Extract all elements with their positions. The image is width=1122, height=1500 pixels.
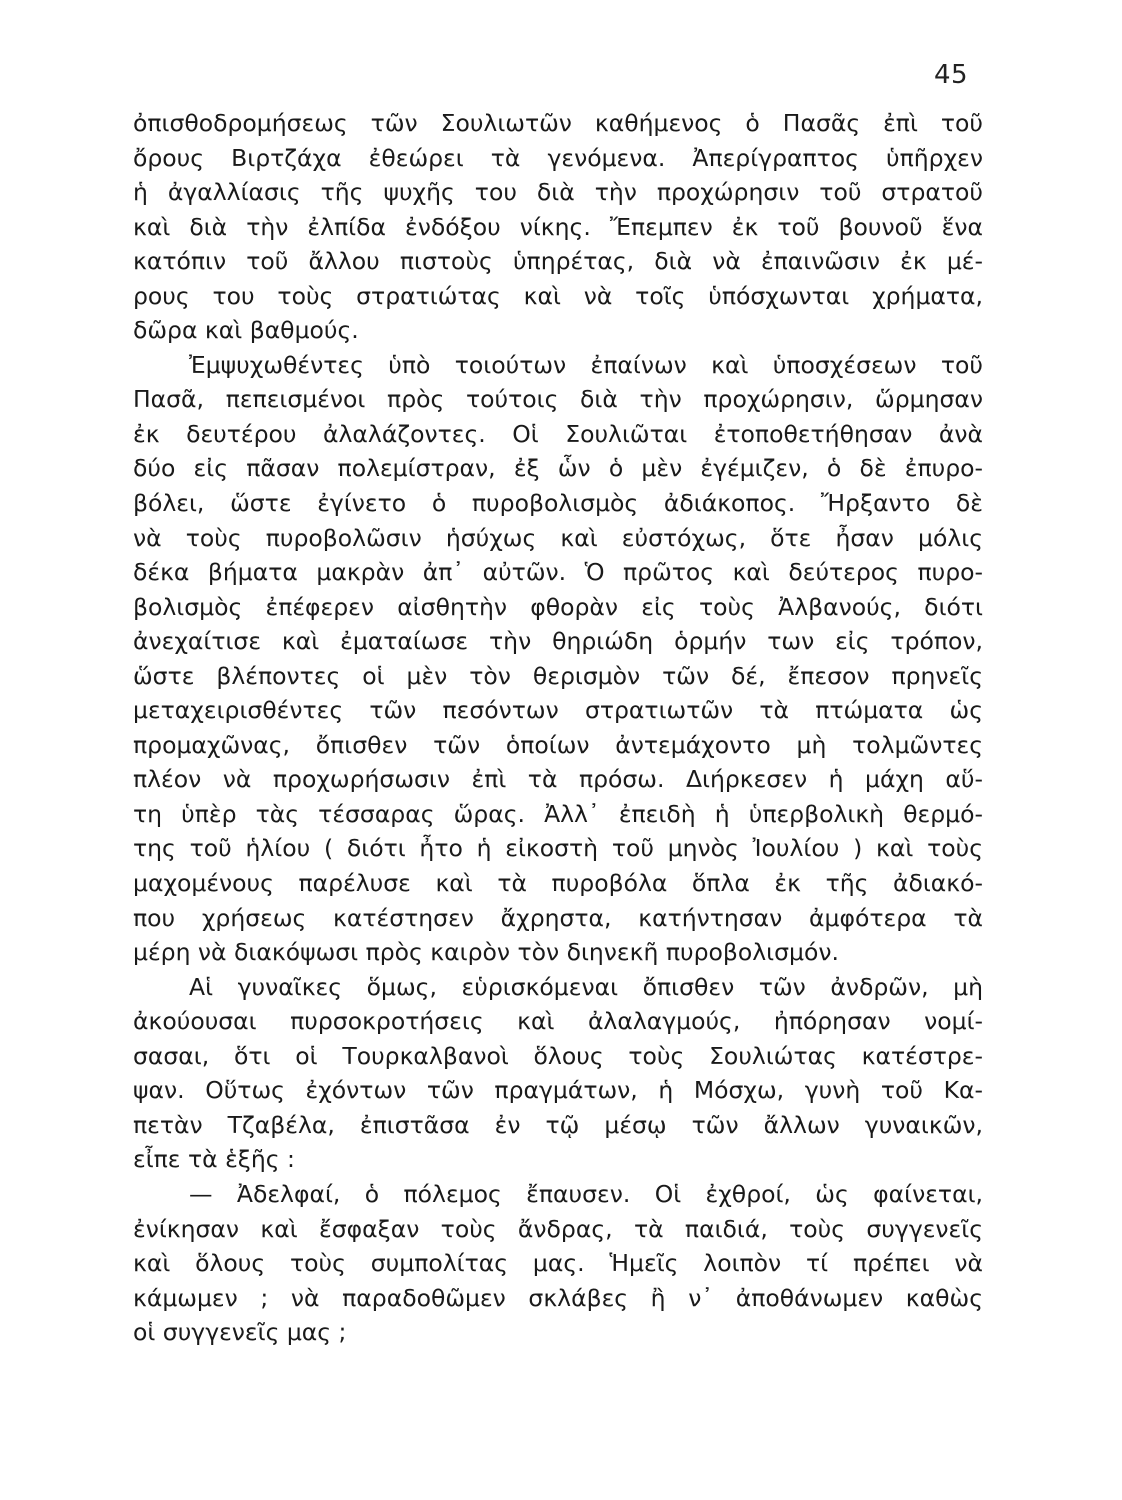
text-line: νὰ τοὺς πυροβολῶσιν ἡσύχως καὶ εὐστόχως, ὅτε ἦσαν μόλις bbox=[133, 523, 983, 552]
text-line: κατόπιν τοῦ ἄλλου πιστοὺς ὑπηρέτας, διὰ νὰ ἐπαινῶσιν ἐκ μέ- bbox=[133, 247, 983, 276]
text-line: ὄρους Βιρτζάχα ἐθεώρει τὰ γενόμενα. Ἀπερίγραπτος ὑπῆρχεν bbox=[133, 143, 983, 172]
page-number: 45 bbox=[934, 60, 969, 90]
text-line: κάμωμεν ; νὰ παραδοθῶμεν σκλάβες ἢ ν᾽ ἀποθάνωμεν καθὼς bbox=[133, 1283, 983, 1312]
text-line: ὀπισθοδρομήσεως τῶν Σουλιωτῶν καθήμενος ὁ Πασᾶς ἐπὶ τοῦ bbox=[133, 109, 983, 137]
text-line: μαχομένους παρέλυσε καὶ τὰ πυροβόλα ὅπλα ἐκ τῆς ἀδιακό- bbox=[133, 869, 983, 898]
text-line: ἡ ἀγαλλίασις τῆς ψυχῆς του διὰ τὴν προχώρησιν τοῦ στρατοῦ bbox=[133, 178, 983, 207]
text-line: μεταχειρισθέντες τῶν πεσόντων στρατιωτῶν τὰ πτώματα ὡς bbox=[133, 696, 983, 725]
text-line: ἀνεχαίτισε καὶ ἐματαίωσε τὴν θηριώδη ὁρμήν των εἰς τρόπον, bbox=[133, 627, 983, 656]
text-line: προμαχῶνας, ὄπισθεν τῶν ὁποίων ἀντεμάχοντο μὴ τολμῶντες bbox=[133, 730, 983, 759]
text-line: σασαι, ὅτι οἱ Τουρκαλβανοὶ ὅλους τοὺς Σουλιώτας κατέστρε- bbox=[133, 1041, 983, 1070]
text-line: εἶπε τὰ ἑξῆς : bbox=[133, 1145, 295, 1174]
text-line: Αἱ γυναῖκες ὅμως, εὑρισκόμεναι ὄπισθεν τῶν ἀνδρῶν, μὴ bbox=[189, 972, 983, 1001]
text-line: της τοῦ ἡλίου ( διότι ἦτο ἡ εἰκοστὴ τοῦ μηνὸς Ἰουλίου ) καὶ τοὺς bbox=[133, 834, 983, 863]
text-line: ἐκ δευτέρου ἀλαλάζοντες. Οἱ Σουλιῶται ἐτοποθετήθησαν ἀνὰ bbox=[133, 419, 983, 448]
text-line: ρους του τοὺς στρατιώτας καὶ νὰ τοῖς ὑπόσχωνται χρήματα, bbox=[133, 281, 983, 310]
text-line: ἐνίκησαν καὶ ἔσφαξαν τοὺς ἄνδρας, τὰ παιδιά, τοὺς συγγενεῖς bbox=[133, 1214, 983, 1243]
body-text bbox=[133, 106, 983, 1350]
text-line: δύο εἰς πᾶσαν πολεμίστραν, ἐξ ὧν ὁ μὲν ἐγέμιζεν, ὁ δὲ ἐπυρο- bbox=[133, 454, 983, 483]
text-line: καὶ διὰ τὴν ἐλπίδα ἐνδόξου νίκης. Ἔπεμπεν ἐκ τοῦ βουνοῦ ἕνα bbox=[133, 212, 983, 241]
text-line: ὥστε βλέποντες οἱ μὲν τὸν θερισμὸν τῶν δέ, ἔπεσον πρηνεῖς bbox=[133, 661, 983, 690]
text-line: Ἐμψυχωθέντες ὑπὸ τοιούτων ἐπαίνων καὶ ὑποσχέσεων τοῦ bbox=[189, 350, 983, 379]
text-line: τη ὑπὲρ τὰς τέσσαρας ὥρας. Ἀλλ᾽ ἐπειδὴ ἡ ὑπερβολικὴ θερμό- bbox=[133, 799, 983, 828]
text-line: βόλει, ὥστε ἐγίνετο ὁ πυροβολισμὸς ἀδιάκοπος. Ἤρξαντο δὲ bbox=[133, 489, 983, 518]
text-line: μέρη νὰ διακόψωσι πρὸς καιρὸν τὸν διηνεκῆ πυροβολισμόν. bbox=[133, 938, 839, 967]
text-line: πετὰν Τζαβέλα, ἐπιστᾶσα ἐν τῷ μέσῳ τῶν ἄλλων γυναικῶν, bbox=[133, 1110, 983, 1139]
text-line: — Ἀδελφαί, ὁ πόλεμος ἔπαυσεν. Οἱ ἐχθροί, ὡς φαίνεται, bbox=[189, 1179, 983, 1208]
text-line: ψαν. Οὕτως ἐχόντων τῶν πραγμάτων, ἡ Μόσχω, γυνὴ τοῦ Κα- bbox=[133, 1076, 983, 1105]
text-line: Πασᾶ, πεπεισμένοι πρὸς τούτοις διὰ τὴν προχώρησιν, ὥρμησαν bbox=[133, 385, 983, 414]
text-line: βολισμὸς ἐπέφερεν αἰσθητὴν φθορὰν εἰς τοὺς Ἀλβανούς, διότι bbox=[133, 592, 983, 621]
text-line: δέκα βήματα μακρὰν ἀπ᾽ αὐτῶν. Ὁ πρῶτος καὶ δεύτερος πυρο- bbox=[133, 558, 983, 587]
text-line: δῶρα καὶ βαθμούς. bbox=[133, 316, 359, 345]
text-line: ἀκούουσαι πυρσοκροτήσεις καὶ ἀλαλαγμούς, ἠπόρησαν νομί- bbox=[133, 1007, 983, 1036]
text-line: καὶ ὅλους τοὺς συμπολίτας μας. Ἡμεῖς λοιπὸν τί πρέπει νὰ bbox=[133, 1249, 983, 1278]
text-line: οἱ συγγενεῖς μας ; bbox=[133, 1318, 347, 1347]
text-line: πλέον νὰ προχωρήσωσιν ἐπὶ τὰ πρόσω. Διήρκεσεν ἡ μάχη αὕ- bbox=[133, 765, 983, 794]
text-line: που χρήσεως κατέστησεν ἄχρηστα, κατήντησαν ἀμφότερα τὰ bbox=[133, 903, 983, 932]
